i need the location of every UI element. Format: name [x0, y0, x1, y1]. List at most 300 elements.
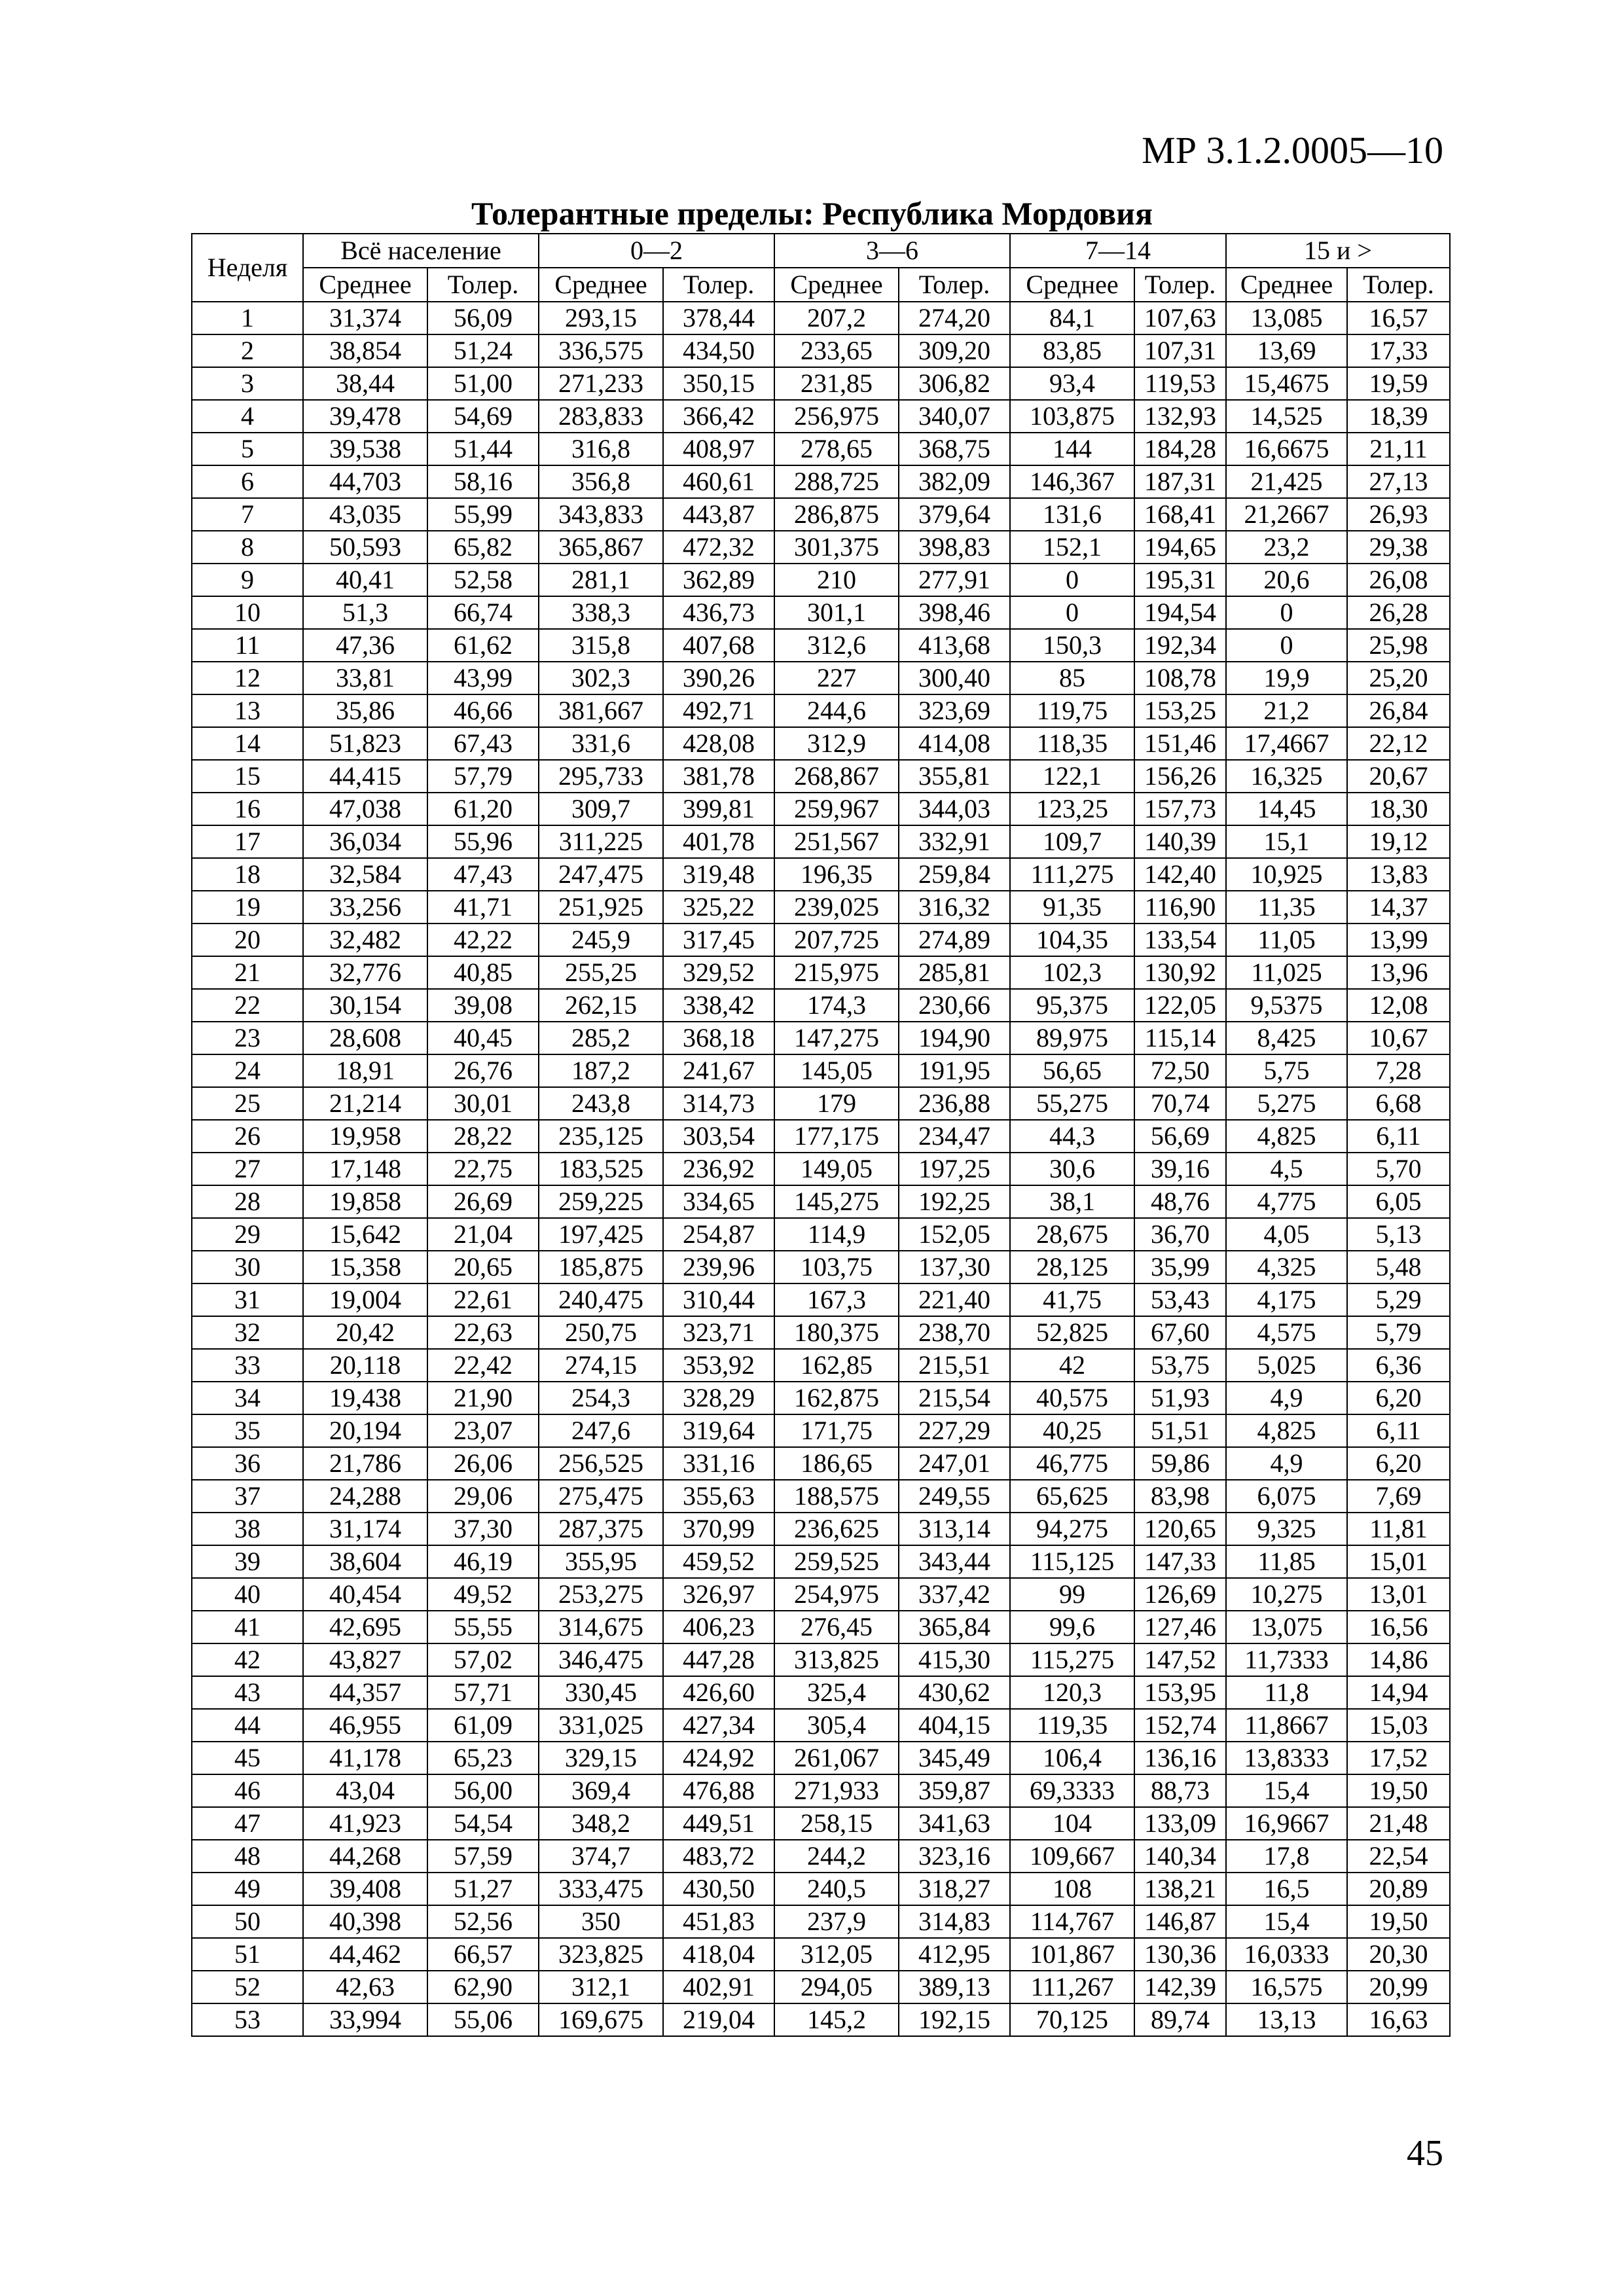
value-cell: 315,8 [539, 629, 663, 662]
value-cell: 133,54 [1134, 924, 1226, 956]
week-cell: 45 [192, 1742, 303, 1774]
value-cell: 317,45 [663, 924, 774, 956]
week-cell: 2 [192, 334, 303, 367]
value-cell: 107,63 [1134, 302, 1226, 334]
value-cell: 4,825 [1226, 1414, 1347, 1447]
table-row [192, 858, 1450, 891]
value-cell: 20,65 [427, 1251, 539, 1283]
value-cell: 262,15 [539, 989, 663, 1022]
value-cell: 22,54 [1347, 1840, 1450, 1873]
value-cell: 274,15 [539, 1349, 663, 1382]
week-cell: 9 [192, 564, 303, 596]
value-cell: 332,91 [899, 825, 1010, 858]
table-row [192, 1382, 1450, 1414]
value-cell: 44,415 [303, 760, 427, 793]
value-cell: 29,38 [1347, 531, 1450, 564]
value-cell: 133,09 [1134, 1807, 1226, 1840]
value-cell: 130,36 [1134, 1938, 1226, 1971]
value-cell: 51,27 [427, 1873, 539, 1905]
value-cell: 254,87 [663, 1218, 774, 1251]
value-cell: 5,70 [1347, 1153, 1450, 1185]
value-cell: 11,85 [1226, 1545, 1347, 1578]
value-cell: 185,875 [539, 1251, 663, 1283]
value-cell: 316,8 [539, 433, 663, 465]
value-cell: 147,52 [1134, 1643, 1226, 1676]
value-cell: 43,04 [303, 1774, 427, 1807]
value-cell: 46,955 [303, 1709, 427, 1742]
value-cell: 343,44 [899, 1545, 1010, 1578]
value-cell: 251,567 [774, 825, 899, 858]
value-cell: 192,34 [1134, 629, 1226, 662]
group-header-all: Всё население [303, 234, 539, 268]
table-row [192, 1905, 1450, 1938]
value-cell: 47,36 [303, 629, 427, 662]
value-cell: 472,32 [663, 531, 774, 564]
value-cell: 167,3 [774, 1283, 899, 1316]
value-cell: 130,92 [1134, 956, 1226, 989]
value-cell: 140,34 [1134, 1840, 1226, 1873]
value-cell: 115,125 [1010, 1545, 1134, 1578]
value-cell: 227 [774, 662, 899, 694]
value-cell: 424,92 [663, 1742, 774, 1774]
value-cell: 11,05 [1226, 924, 1347, 956]
week-cell: 25 [192, 1087, 303, 1120]
value-cell: 33,81 [303, 662, 427, 694]
week-cell: 35 [192, 1414, 303, 1447]
value-cell: 119,53 [1134, 367, 1226, 400]
value-cell: 13,075 [1226, 1611, 1347, 1643]
value-cell: 184,28 [1134, 433, 1226, 465]
value-cell: 44,703 [303, 465, 427, 498]
value-cell: 316,32 [899, 891, 1010, 924]
value-cell: 65,23 [427, 1742, 539, 1774]
table-row [192, 1840, 1450, 1873]
value-cell: 13,99 [1347, 924, 1450, 956]
value-cell: 245,9 [539, 924, 663, 956]
value-cell: 243,8 [539, 1087, 663, 1120]
value-cell: 146,87 [1134, 1905, 1226, 1938]
week-cell: 22 [192, 989, 303, 1022]
value-cell: 345,49 [899, 1742, 1010, 1774]
table-row [192, 760, 1450, 793]
value-cell: 343,833 [539, 498, 663, 531]
value-cell: 147,275 [774, 1022, 899, 1054]
value-cell: 21,214 [303, 1087, 427, 1120]
value-cell: 4,175 [1226, 1283, 1347, 1316]
value-cell: 59,86 [1134, 1447, 1226, 1480]
week-cell: 48 [192, 1840, 303, 1873]
value-cell: 119,75 [1010, 694, 1134, 727]
value-cell: 15,4 [1226, 1905, 1347, 1938]
value-cell: 447,28 [663, 1643, 774, 1676]
table-row [192, 1087, 1450, 1120]
value-cell: 5,48 [1347, 1251, 1450, 1283]
value-cell: 16,575 [1226, 1971, 1347, 2003]
value-cell: 13,085 [1226, 302, 1347, 334]
value-cell: 152,1 [1010, 531, 1134, 564]
value-cell: 355,81 [899, 760, 1010, 793]
value-cell: 408,97 [663, 433, 774, 465]
value-cell: 436,73 [663, 596, 774, 629]
value-cell: 338,3 [539, 596, 663, 629]
value-cell: 43,827 [303, 1643, 427, 1676]
value-cell: 186,65 [774, 1447, 899, 1480]
value-cell: 18,39 [1347, 400, 1450, 433]
sub-header: Среднее [539, 268, 663, 302]
value-cell: 51,00 [427, 367, 539, 400]
value-cell: 21,48 [1347, 1807, 1450, 1840]
value-cell: 312,6 [774, 629, 899, 662]
week-cell: 20 [192, 924, 303, 956]
value-cell: 36,70 [1134, 1218, 1226, 1251]
value-cell: 402,91 [663, 1971, 774, 2003]
value-cell: 14,37 [1347, 891, 1450, 924]
value-cell: 50,593 [303, 531, 427, 564]
value-cell: 331,6 [539, 727, 663, 760]
value-cell: 21,11 [1347, 433, 1450, 465]
value-cell: 355,95 [539, 1545, 663, 1578]
value-cell: 37,30 [427, 1513, 539, 1545]
value-cell: 153,25 [1134, 694, 1226, 727]
value-cell: 149,05 [774, 1153, 899, 1185]
value-cell: 67,43 [427, 727, 539, 760]
value-cell: 142,40 [1134, 858, 1226, 891]
value-cell: 56,09 [427, 302, 539, 334]
week-cell: 42 [192, 1643, 303, 1676]
sub-header: Толер. [663, 268, 774, 302]
table-row [192, 1185, 1450, 1218]
value-cell: 66,57 [427, 1938, 539, 1971]
value-cell: 261,067 [774, 1742, 899, 1774]
value-cell: 11,025 [1226, 956, 1347, 989]
table-row [192, 1971, 1450, 2003]
value-cell: 99 [1010, 1578, 1134, 1611]
value-cell: 39,538 [303, 433, 427, 465]
table-row [192, 531, 1450, 564]
value-cell: 145,2 [774, 2003, 899, 2036]
value-cell: 38,854 [303, 334, 427, 367]
value-cell: 47,038 [303, 793, 427, 825]
table-row [192, 727, 1450, 760]
value-cell: 331,16 [663, 1447, 774, 1480]
value-cell: 138,21 [1134, 1873, 1226, 1905]
value-cell: 323,825 [539, 1938, 663, 1971]
value-cell: 26,08 [1347, 564, 1450, 596]
table-row [192, 1414, 1450, 1447]
value-cell: 401,78 [663, 825, 774, 858]
value-cell: 15,03 [1347, 1709, 1450, 1742]
table-row [192, 825, 1450, 858]
value-cell: 21,2667 [1226, 498, 1347, 531]
week-cell: 52 [192, 1971, 303, 2003]
value-cell: 390,26 [663, 662, 774, 694]
value-cell: 41,71 [427, 891, 539, 924]
value-cell: 4,9 [1226, 1382, 1347, 1414]
value-cell: 244,2 [774, 1840, 899, 1873]
value-cell: 66,74 [427, 596, 539, 629]
value-cell: 309,20 [899, 334, 1010, 367]
value-cell: 28,125 [1010, 1251, 1134, 1283]
table-row [192, 1676, 1450, 1709]
value-cell: 256,975 [774, 400, 899, 433]
value-cell: 379,64 [899, 498, 1010, 531]
value-cell: 239,96 [663, 1251, 774, 1283]
value-cell: 61,62 [427, 629, 539, 662]
value-cell: 0 [1226, 629, 1347, 662]
value-cell: 196,35 [774, 858, 899, 891]
value-cell: 70,74 [1134, 1087, 1226, 1120]
value-cell: 259,967 [774, 793, 899, 825]
value-cell: 197,425 [539, 1218, 663, 1251]
value-cell: 136,16 [1134, 1742, 1226, 1774]
value-cell: 109,7 [1010, 825, 1134, 858]
value-cell: 254,975 [774, 1578, 899, 1611]
value-cell: 330,45 [539, 1676, 663, 1709]
value-cell: 365,84 [899, 1611, 1010, 1643]
value-cell: 20,99 [1347, 1971, 1450, 2003]
value-cell: 241,67 [663, 1054, 774, 1087]
value-cell: 418,04 [663, 1938, 774, 1971]
value-cell: 20,118 [303, 1349, 427, 1382]
value-cell: 48,76 [1134, 1185, 1226, 1218]
header-row-subs [192, 268, 1450, 302]
week-cell: 1 [192, 302, 303, 334]
value-cell: 247,475 [539, 858, 663, 891]
value-cell: 331,025 [539, 1709, 663, 1742]
value-cell: 146,367 [1010, 465, 1134, 498]
value-cell: 407,68 [663, 629, 774, 662]
value-cell: 55,96 [427, 825, 539, 858]
value-cell: 337,42 [899, 1578, 1010, 1611]
value-cell: 28,608 [303, 1022, 427, 1054]
value-cell: 43,035 [303, 498, 427, 531]
value-cell: 20,30 [1347, 1938, 1450, 1971]
value-cell: 145,05 [774, 1054, 899, 1087]
table-row [192, 1316, 1450, 1349]
value-cell: 122,05 [1134, 989, 1226, 1022]
value-cell: 11,35 [1226, 891, 1347, 924]
value-cell: 72,50 [1134, 1054, 1226, 1087]
value-cell: 39,408 [303, 1873, 427, 1905]
value-cell: 312,1 [539, 1971, 663, 2003]
week-cell: 49 [192, 1873, 303, 1905]
value-cell: 123,25 [1010, 793, 1134, 825]
value-cell: 300,40 [899, 662, 1010, 694]
value-cell: 13,83 [1347, 858, 1450, 891]
value-cell: 27,13 [1347, 465, 1450, 498]
value-cell: 237,9 [774, 1905, 899, 1938]
value-cell: 40,25 [1010, 1414, 1134, 1447]
value-cell: 4,9 [1226, 1447, 1347, 1480]
value-cell: 56,00 [427, 1774, 539, 1807]
value-cell: 153,95 [1134, 1676, 1226, 1709]
value-cell: 412,95 [899, 1938, 1010, 1971]
value-cell: 93,4 [1010, 367, 1134, 400]
value-cell: 26,06 [427, 1447, 539, 1480]
week-cell: 3 [192, 367, 303, 400]
value-cell: 406,23 [663, 1611, 774, 1643]
value-cell: 16,56 [1347, 1611, 1450, 1643]
value-cell: 171,75 [774, 1414, 899, 1447]
table-row [192, 1611, 1450, 1643]
value-cell: 312,9 [774, 727, 899, 760]
value-cell: 17,148 [303, 1153, 427, 1185]
header-row-groups [192, 234, 1450, 268]
value-cell: 145,275 [774, 1185, 899, 1218]
week-cell: 27 [192, 1153, 303, 1185]
value-cell: 58,16 [427, 465, 539, 498]
table-row [192, 564, 1450, 596]
value-cell: 26,28 [1347, 596, 1450, 629]
value-cell: 231,85 [774, 367, 899, 400]
value-cell: 21,2 [1226, 694, 1347, 727]
value-cell: 381,78 [663, 760, 774, 793]
value-cell: 11,7333 [1226, 1643, 1347, 1676]
table-row [192, 1578, 1450, 1611]
table-row [192, 891, 1450, 924]
value-cell: 156,26 [1134, 760, 1226, 793]
value-cell: 443,87 [663, 498, 774, 531]
week-cell: 16 [192, 793, 303, 825]
week-cell: 43 [192, 1676, 303, 1709]
value-cell: 16,0333 [1226, 1938, 1347, 1971]
value-cell: 318,27 [899, 1873, 1010, 1905]
value-cell: 238,70 [899, 1316, 1010, 1349]
value-cell: 120,3 [1010, 1676, 1134, 1709]
sub-header: Толер. [899, 268, 1010, 302]
value-cell: 16,9667 [1226, 1807, 1347, 1840]
value-cell: 476,88 [663, 1774, 774, 1807]
value-cell: 295,733 [539, 760, 663, 793]
value-cell: 236,625 [774, 1513, 899, 1545]
value-cell: 33,994 [303, 2003, 427, 2036]
table-row [192, 1153, 1450, 1185]
value-cell: 94,275 [1010, 1513, 1134, 1545]
value-cell: 5,275 [1226, 1087, 1347, 1120]
week-cell: 5 [192, 433, 303, 465]
value-cell: 55,275 [1010, 1087, 1134, 1120]
value-cell: 215,975 [774, 956, 899, 989]
table-row [192, 334, 1450, 367]
value-cell: 338,42 [663, 989, 774, 1022]
table-row [192, 1120, 1450, 1153]
document-code: МР 3.1.2.0005—10 [1142, 129, 1443, 171]
value-cell: 4,575 [1226, 1316, 1347, 1349]
value-cell: 83,85 [1010, 334, 1134, 367]
value-cell: 271,933 [774, 1774, 899, 1807]
value-cell: 483,72 [663, 1840, 774, 1873]
value-cell: 127,46 [1134, 1611, 1226, 1643]
value-cell: 67,60 [1134, 1316, 1226, 1349]
value-cell: 194,65 [1134, 531, 1226, 564]
value-cell: 0 [1010, 564, 1134, 596]
value-cell: 16,57 [1347, 302, 1450, 334]
value-cell: 314,675 [539, 1611, 663, 1643]
value-cell: 21,425 [1226, 465, 1347, 498]
value-cell: 15,4675 [1226, 367, 1347, 400]
week-cell: 53 [192, 2003, 303, 2036]
value-cell: 288,725 [774, 465, 899, 498]
value-cell: 54,69 [427, 400, 539, 433]
value-cell: 15,01 [1347, 1545, 1450, 1578]
table-row [192, 1873, 1450, 1905]
value-cell: 341,63 [899, 1807, 1010, 1840]
value-cell: 10,925 [1226, 858, 1347, 891]
value-cell: 14,94 [1347, 1676, 1450, 1709]
value-cell: 62,90 [427, 1971, 539, 2003]
value-cell: 195,31 [1134, 564, 1226, 596]
value-cell: 378,44 [663, 302, 774, 334]
value-cell: 151,46 [1134, 727, 1226, 760]
table-row [192, 1480, 1450, 1513]
value-cell: 16,63 [1347, 2003, 1450, 2036]
value-cell: 219,04 [663, 2003, 774, 2036]
group-header-3-6: 3—6 [774, 234, 1010, 268]
value-cell: 6,075 [1226, 1480, 1347, 1513]
value-cell: 251,925 [539, 891, 663, 924]
value-cell: 55,06 [427, 2003, 539, 2036]
value-cell: 398,46 [899, 596, 1010, 629]
value-cell: 428,08 [663, 727, 774, 760]
value-cell: 230,66 [899, 989, 1010, 1022]
value-cell: 0 [1226, 596, 1347, 629]
value-cell: 25,98 [1347, 629, 1450, 662]
value-cell: 30,6 [1010, 1153, 1134, 1185]
value-cell: 5,29 [1347, 1283, 1450, 1316]
value-cell: 311,225 [539, 825, 663, 858]
value-cell: 18,91 [303, 1054, 427, 1087]
value-cell: 259,225 [539, 1185, 663, 1218]
value-cell: 46,775 [1010, 1447, 1134, 1480]
value-cell: 26,84 [1347, 694, 1450, 727]
value-cell: 38,44 [303, 367, 427, 400]
group-header-0-2: 0—2 [539, 234, 774, 268]
table-row [192, 1545, 1450, 1578]
table-row [192, 1218, 1450, 1251]
value-cell: 162,85 [774, 1349, 899, 1382]
value-cell: 147,33 [1134, 1545, 1226, 1578]
value-cell: 281,1 [539, 564, 663, 596]
week-cell: 44 [192, 1709, 303, 1742]
value-cell: 42 [1010, 1349, 1134, 1382]
value-cell: 7,69 [1347, 1480, 1450, 1513]
value-cell: 207,2 [774, 302, 899, 334]
value-cell: 118,35 [1010, 727, 1134, 760]
value-cell: 44,3 [1010, 1120, 1134, 1153]
value-cell: 271,233 [539, 367, 663, 400]
value-cell: 38,604 [303, 1545, 427, 1578]
value-cell: 240,5 [774, 1873, 899, 1905]
value-cell: 56,69 [1134, 1120, 1226, 1153]
value-cell: 24,288 [303, 1480, 427, 1513]
value-cell: 39,478 [303, 400, 427, 433]
table-row [192, 596, 1450, 629]
value-cell: 215,54 [899, 1382, 1010, 1414]
value-cell: 5,025 [1226, 1349, 1347, 1382]
value-cell: 301,375 [774, 531, 899, 564]
value-cell: 294,05 [774, 1971, 899, 2003]
week-cell: 34 [192, 1382, 303, 1414]
value-cell: 44,268 [303, 1840, 427, 1873]
value-cell: 20,6 [1226, 564, 1347, 596]
value-cell: 250,75 [539, 1316, 663, 1349]
value-cell: 302,3 [539, 662, 663, 694]
value-cell: 6,20 [1347, 1382, 1450, 1414]
value-cell: 131,6 [1010, 498, 1134, 531]
week-cell: 47 [192, 1807, 303, 1840]
value-cell: 51,24 [427, 334, 539, 367]
value-cell: 183,525 [539, 1153, 663, 1185]
